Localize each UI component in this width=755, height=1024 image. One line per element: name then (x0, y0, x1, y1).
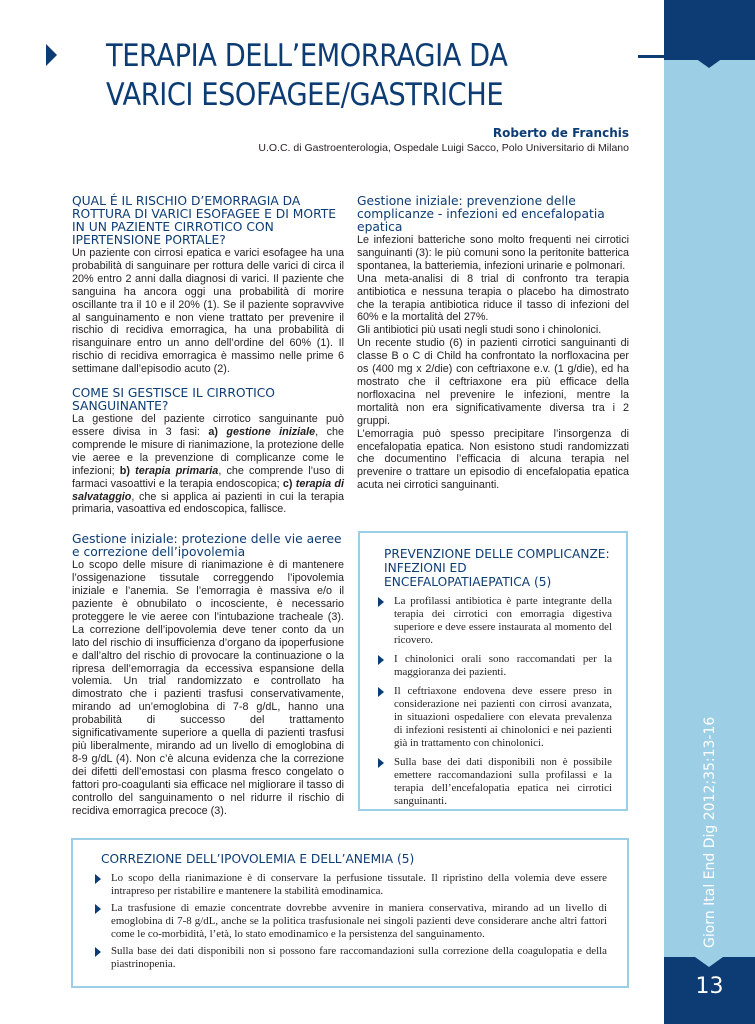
author-name: Roberto de Franchis (492, 126, 629, 140)
section-body-risk: Un paziente con cirrosi epatica e varici esofagee ha una probabilità di sanguinare per rottura delle varici di circa il 20% entro 2 anni dalla diagnosi di varici. Il paziente che sanguina ha ancora oggi una probabilità di morire oscillante tra il 10 e il 20% (1). Se il paziente sopravvive al sanguinamento e non viene trattato per prevenire il rischio di recidiva emorragica, ha una probabilità di risanguinare entro un anno dell’ordine del 60% (1). Il rischio di recidiva emorragica è massimo nelle prime 6 settimane dall’episodio acuto (2). (72, 247, 344, 376)
list-item-text: La profilassi antibiotica è parte integrante della terapia dei cirrotici con emorragia digestiva superiore e deve essere instaurata al momento del ricovero. (394, 595, 612, 646)
phase-c-term: terapia di salvataggio (72, 477, 344, 503)
phase-a-text: , che comprende le misure di rianimazione, la protezione delle vie aeree e la prevenzione di complicanze come le infezioni; (72, 425, 344, 477)
section-body-management (72, 413, 344, 516)
right-column (357, 195, 629, 492)
list-item-text: Lo scopo della rianimazione è di conservare la perfusione tissutale. Il ripristino della volemia deve essere intrapreso per ristabilire e mantenere la stabilità emodinamica. (111, 872, 607, 897)
phase-c-text: , che si applica ai pazienti in cui la terapia primaria, vasoattiva ed endoscopica, fallisce. (72, 490, 344, 516)
infections-paragraph-5: L’emorragia può spesso precipitare l’insorgenza di encefalopatia epatica. Non esistono studi randomizzati che documentino l’efficacia di alcuna terapia nel prevenire o trattare un episodio di encefalopatia epatica acuta nei cirrotici sanguinanti. (357, 427, 629, 492)
list-item-text: La trasfusione di emazie concentrate dovrebbe avvenire in maniera conservativa, mirando ad un livello di emoglobina di 7-8 g/dL, anche se la politica trasfusionale nei singoli pazienti deve considerare anche altri fattori come le co-morbidità, l’età, lo stato emodinamico e la persistenza del sanguinamento. (111, 902, 607, 940)
list-item-text: Sulla base dei dati disponibili non è possibile emettere raccomandazioni sulla profilassi e la terapia dell’encefalopatia epatica nei cirrotici sanguinanti. (394, 756, 612, 807)
box-prevention-title: PREVENZIONE DELLE COMPLICANZE: INFEZIONI ED ENCEFALOPATIAEPATICA (5) (384, 547, 610, 589)
phase-b-text: , che comprende l’uso di farmaci vasoattivi e la terapia endoscopica; (72, 464, 344, 490)
bullet-arrow-icon (378, 687, 384, 697)
bullet-arrow-icon (378, 758, 384, 768)
bullet-arrow-icon (378, 597, 384, 607)
box-prevention-list (384, 595, 612, 808)
title-rule (638, 55, 755, 58)
section-heading-airway: Gestione iniziale: protezione delle vie aeree e correzione dell’ipovolemia (72, 532, 342, 560)
infections-paragraph-4: Un recente studio (6) in pazienti cirrotici sanguinanti di classe B o C di Child ha confrontato la norfloxacina per os (400 mg x 2/die) con ceftriaxone e.v. (1 g/die), ed ha mostrato che il ceftriaxone era più efficace della norfloxacina nel prevenire le infezioni, mentre la mortalità non era significativamente diversa tra i 2 gruppi. (357, 337, 629, 427)
section-heading-risk: QUAL É IL RISCHIO D’EMORRAGIA DA ROTTURA DI VARICI ESOFAGEE E DI MORTE IN UN PAZIENTE CIRROTICO CON IPERTENSIONE PORTALE? (72, 194, 337, 247)
list-item (384, 653, 612, 679)
list-item (101, 902, 607, 941)
list-item (384, 756, 612, 808)
phase-b-label: b) (119, 464, 136, 477)
journal-reference: Giorn Ital End Dig 2012;35:13-16 (702, 716, 718, 948)
phase-a-label: a) (208, 425, 227, 438)
management-intro: La gestione del paziente cirrotico sanguinante può essere divisa in 3 fasi: (72, 413, 344, 438)
bullet-arrow-icon (95, 874, 101, 884)
author-affiliation: U.O.C. di Gastroenterologia, Ospedale Luigi Sacco, Polo Universitario di Milano (258, 142, 629, 154)
list-item-text: Sulla base dei dati disponibili non si possono fare raccomandazioni sulla correzione della coagulopatia e della piastrinopenia. (111, 945, 607, 970)
left-column (72, 195, 344, 817)
title-line-1: TERAPIA DELL’EMORRAGIA DA (106, 38, 508, 74)
page-title (106, 37, 581, 115)
sidebar-notch-icon (695, 58, 723, 68)
title-arrow-icon (46, 44, 57, 66)
box-correction-list (101, 872, 607, 971)
bullet-arrow-icon (378, 655, 384, 665)
list-item-text: Il ceftriaxone endovena deve essere preso in considerazione nei pazienti con cirrosi avanzata, in situazioni ospedaliere con elevata prevalenza di infezioni resistenti ai chinolonici e nei pazienti già in trattamento con chinolonici. (394, 685, 612, 749)
page-number: 13 (695, 974, 724, 999)
bullet-arrow-icon (95, 904, 101, 914)
sidebar-bottom-notch-icon (695, 957, 723, 967)
phase-a-term: gestione iniziale (226, 425, 316, 438)
recommendation-box-prevention (358, 531, 628, 811)
bullet-arrow-icon (95, 947, 101, 957)
phase-c-label: c) (282, 477, 296, 490)
list-item-text: I chinolonici orali sono raccomandati per la maggioranza dei pazienti. (394, 653, 612, 678)
title-line-2: VARICI ESOFAGEE/GASTRICHE (106, 77, 504, 113)
sidebar-top-block (664, 0, 755, 60)
section-heading-infections: Gestione iniziale: prevenzione delle complicanze - infezioni ed encefalopatia epatica (357, 194, 605, 234)
section-body-airway: Lo scopo delle misure di rianimazione è di mantenere l’ossigenazione tissutale correggendo l’ipovolemia iniziale e l’anemia. Se l’emorragia è massiva e/o il paziente è obnubilato o incosciente, è necessario proteggere le vie aeree con l’intubazione tracheale (3). La correzione dell’ipovolemia deve tener conto da un lato del rischio di insufficienza d’organo da ipoperfusione e dall’altro del rischio di provocare la continuazione o la ripresa dell’emorragia da eccessiva espansione della volemia. Un trial randomizzato e controllato ha dimostrato che i pazienti trasfusi conservativamente, mirando ad un’emoglobina di 7-8 g/dL, hanno una probabilità di successo del trattamento significativamente superiore a quella di pazienti trasfusi più liberalmente, mirando ad un livello di emoglobina di 8-9 g/dL (4). Non c’è alcuna evidenza che la correzione dei difetti dell’emostasi con plasma fresco congelato o fattori pro-coagulanti sia efficace nel migliorare il tasso di controllo del sanguinamento o nel ridurre il rischio di recidiva emorragica precoce (3). (72, 559, 344, 817)
recommendation-box-correction (71, 838, 629, 988)
phase-b-term: terapia primaria (135, 464, 219, 477)
infections-paragraph-2: Una meta-analisi di 8 trial di confronto tra terapia antibiotica e nessuna terapia o placebo ha dimostrato che la terapia antibiotica riduce il tasso di infezioni del 60% e la mortalità del 27%. (357, 272, 629, 324)
list-item (384, 595, 612, 647)
box-correction-title: CORREZIONE DELL’IPOVOLEMIA E DELL’ANEMIA (5) (101, 852, 415, 866)
list-item (101, 945, 607, 971)
list-item (384, 685, 612, 750)
section-heading-management: COME SI GESTISCE IL CIRROTICO SANGUINANTE? (72, 386, 275, 414)
list-item (101, 872, 607, 898)
infections-paragraph-1: Le infezioni batteriche sono molto frequenti nei cirrotici sanguinanti (3): le più comuni sono la peritonite batterica spontanea, la batteriemia, infezioni urinarie e polmonari. (357, 234, 629, 272)
infections-paragraph-3: Gli antibiotici più usati negli studi sono i chinolonici. (357, 324, 602, 337)
